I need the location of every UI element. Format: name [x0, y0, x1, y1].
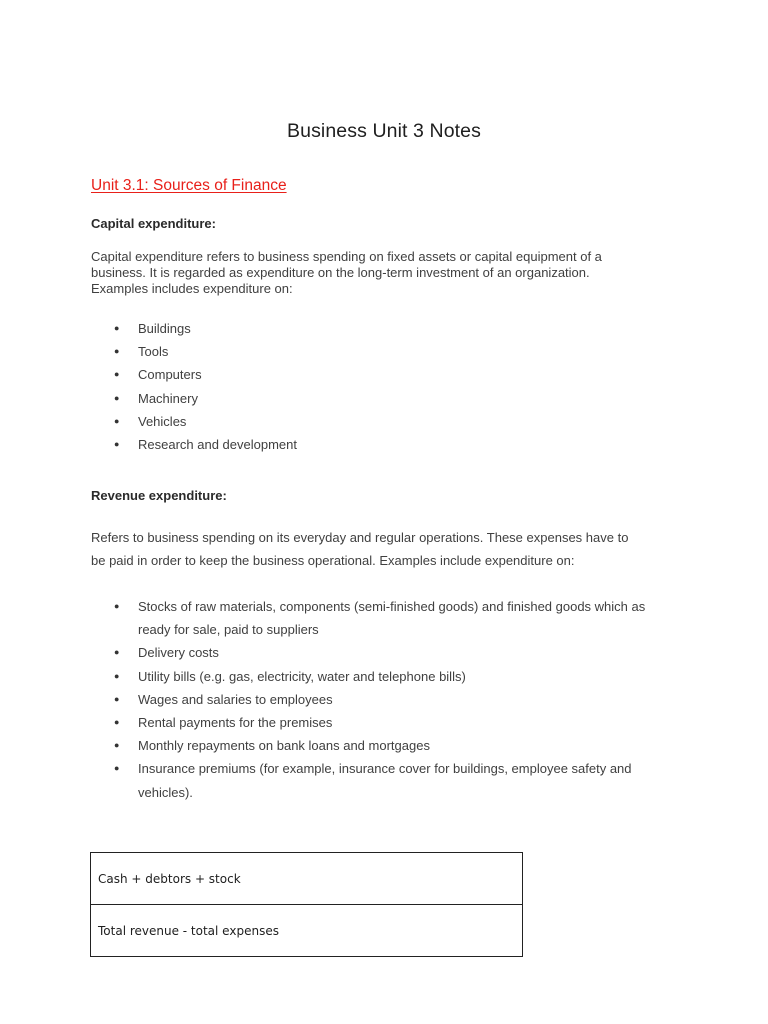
paragraph-line: be paid in order to keep the business operational. Examples include expenditure on:: [91, 552, 575, 568]
bullet-icon: ●: [114, 601, 120, 611]
bullet-icon: ●: [114, 346, 120, 357]
page-title: Business Unit 3 Notes: [287, 120, 481, 142]
section-heading: Unit 3.1: Sources of Finance: [91, 177, 287, 194]
list-item: [91, 665, 681, 688]
bullet-icon: ●: [114, 439, 120, 450]
list-item-text: Delivery costs: [138, 645, 219, 661]
table-row: [91, 905, 523, 957]
list-item: [91, 317, 297, 340]
bullet-icon: ●: [114, 717, 120, 728]
list-item-text: Machinery: [138, 390, 198, 406]
bullet-icon: ●: [114, 763, 120, 774]
list-item: [91, 433, 297, 456]
bullet-icon: ●: [114, 323, 120, 333]
capital-expenditure-heading: Capital expenditure:: [91, 216, 216, 231]
revenue-expenditure-paragraph: [91, 527, 671, 572]
paragraph-line: Refers to business spending on its everyday and regular operations. These expenses have to: [91, 530, 629, 545]
bullet-icon: ●: [114, 693, 120, 704]
list-item: [91, 711, 681, 734]
list-item: [91, 757, 681, 803]
bullet-icon: ●: [114, 369, 120, 380]
list-item-text: Tools: [138, 344, 169, 360]
list-item-text: Computers: [138, 367, 202, 383]
list-item-text: Wages and salaries to employees: [138, 691, 333, 707]
bullet-icon: ●: [114, 392, 120, 403]
bullet-icon: ●: [114, 415, 120, 426]
list-item-text: Monthly repayments on bank loans and mortgages: [138, 738, 430, 754]
list-item-text: Insurance premiums (for example, insurance cover for buildings, employee safety and vehicles).: [138, 761, 632, 800]
capital-expenditure-list: [91, 317, 297, 456]
paragraph-line: business. It is regarded as expenditure on the long-term investment of an organization.: [91, 265, 590, 280]
table-cell: Cash + debtors + stock: [91, 853, 523, 905]
list-item-text: Rental payments for the premises: [138, 715, 333, 731]
bullet-icon: ●: [114, 740, 120, 751]
paragraph-line: Capital expenditure refers to business spending on fixed assets or capital equipment of a: [91, 249, 602, 264]
list-item: [91, 641, 681, 664]
bullet-icon: ●: [114, 670, 120, 681]
table-cell: Total revenue - total expenses: [91, 905, 523, 957]
list-item: [91, 688, 681, 711]
formula-table: [90, 852, 523, 957]
list-item-text: Vehicles: [138, 413, 187, 429]
table-row: [91, 853, 523, 905]
list-item: [91, 363, 297, 386]
list-item: [91, 595, 681, 641]
revenue-expenditure-list: [91, 595, 681, 804]
list-item: [91, 340, 297, 363]
list-item-text: Utility bills (e.g. gas, electricity, water and telephone bills): [138, 668, 466, 684]
list-item-text: Buildings: [138, 321, 191, 336]
bullet-icon: ●: [114, 647, 120, 658]
list-item-text: Stocks of raw materials, components (semi-finished goods) and finished goods which as ready for sale, paid to suppliers: [138, 599, 646, 638]
list-item-text: Research and development: [138, 437, 297, 453]
paragraph-line: Examples includes expenditure on:: [91, 281, 293, 296]
capital-expenditure-paragraph: [91, 249, 671, 297]
revenue-expenditure-heading: Revenue expenditure:: [91, 488, 227, 503]
list-item: [91, 734, 681, 757]
list-item: [91, 387, 297, 410]
list-item: [91, 410, 297, 433]
